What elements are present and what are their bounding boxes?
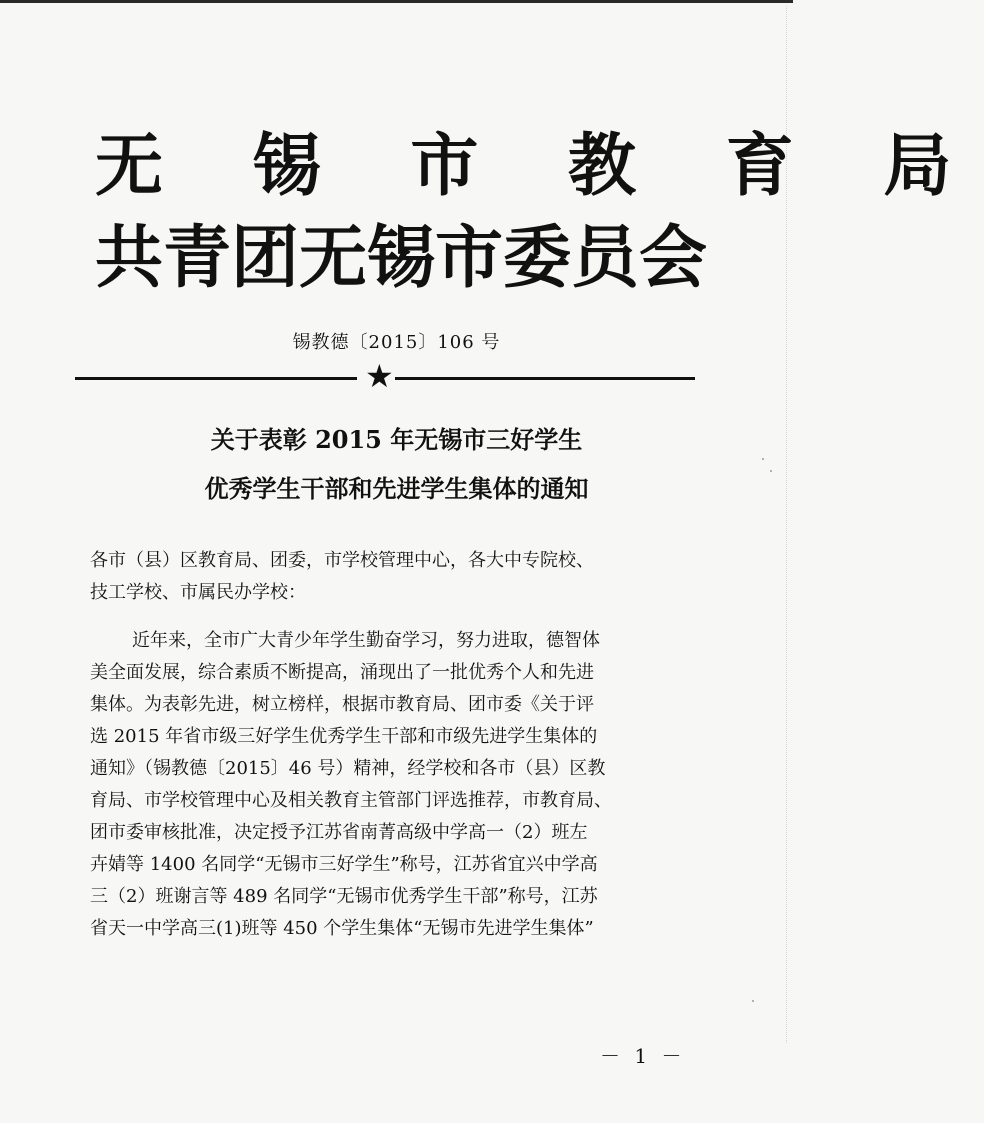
body-paragraph — [90, 625, 675, 945]
divider-rule-right — [395, 377, 695, 380]
body-line: 育局、市学校管理中心及相关教育主管部门评选推荐，市教育局、 — [90, 790, 612, 811]
scan-speck — [752, 1000, 754, 1002]
issuer-line-2: 共青团无锡市委员会 — [95, 218, 708, 298]
scan-top-edge — [0, 0, 793, 3]
body-line: 美全面发展，综合素质不断提高，涌现出了一批优秀个人和先进 — [90, 662, 594, 683]
body-line: 省天一中学高三(1)班等 450 个学生集体“无锡市先进学生集体” — [90, 918, 594, 939]
body-line: 集体。为表彰先进，树立榜样，根据市教育局、团市委《关于评 — [90, 694, 594, 715]
body-line: 选 2015 年省市级三好学生优秀学生干部和市级先进学生集体的 — [90, 726, 598, 747]
body-line: 三（2）班谢言等 489 名同学“无锡市优秀学生干部”称号，江苏 — [90, 886, 598, 907]
addressee-line: 各市（县）区教育局、团委，市学校管理中心，各大中专院校、 — [90, 550, 594, 571]
issuer-line-1: 无 锡 市 教 育 局 — [95, 126, 984, 206]
document-number: 锡教德〔2015〕106 号 — [292, 332, 501, 353]
star-icon: ★ — [365, 357, 394, 395]
addressee-line: 技工学校、市属民办学校： — [90, 582, 306, 603]
body-line: 近年来，全市广大青少年学生勤奋学习，努力进取，德智体 — [132, 630, 600, 651]
scan-speck — [762, 458, 764, 460]
scan-speck — [770, 470, 772, 472]
addressee-block — [90, 545, 675, 609]
divider-rule-left — [75, 377, 357, 380]
body-line: 卉婧等 1400 名同学“无锡市三好学生”称号，江苏省宜兴中学高 — [90, 854, 598, 875]
body-line: 通知》（锡教德〔2015〕46 号）精神，经学校和各市（县）区教 — [90, 758, 606, 779]
notice-title-line-1: 关于表彰 2015 年无锡市三好学生 — [210, 425, 583, 454]
notice-title-line-2: 优秀学生干部和先进学生集体的通知 — [204, 474, 589, 503]
page-number: － 1 － — [600, 1044, 686, 1068]
red-header-divider — [75, 357, 695, 395]
body-line: 团市委审核批准，决定授予江苏省南菁高级中学高一（2）班左 — [90, 822, 588, 843]
